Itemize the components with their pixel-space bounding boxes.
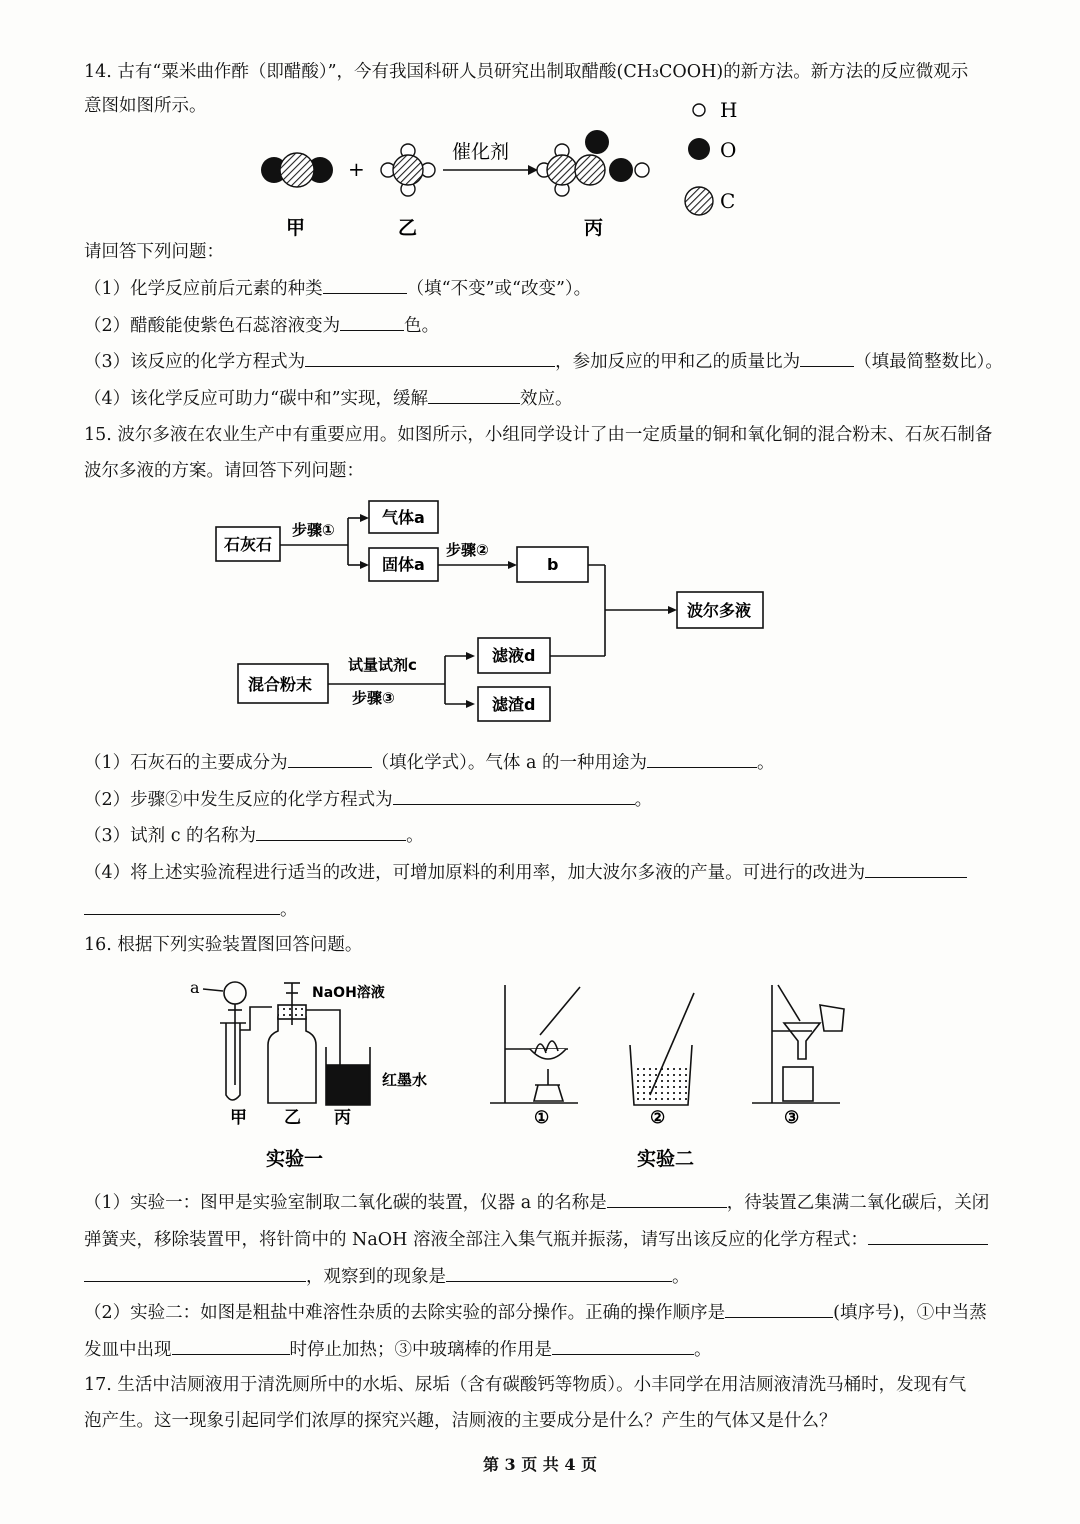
step2-label: 步骤②	[446, 541, 489, 559]
solid-a-label: 固体a	[382, 555, 425, 574]
red-ink	[327, 1065, 369, 1104]
answer-blank[interactable]	[552, 1337, 694, 1355]
gas-a-label: 气体a	[382, 508, 425, 527]
limestone-label: 石灰石	[224, 535, 273, 554]
answer-blank[interactable]	[288, 750, 372, 768]
q14-s2-tail: 色。	[404, 316, 440, 336]
q16-s2-text: （2）实验二：如图是粗盐中难溶性杂质的去除实验的部分操作。正确的操作顺序是	[84, 1303, 726, 1323]
q15-line2: 波尔多液的方案。请回答下列问题：	[84, 461, 364, 481]
label-yi: 乙	[398, 217, 418, 239]
q16-s2-cont: 发皿中出现	[84, 1340, 172, 1360]
label-a: a	[190, 978, 200, 997]
test-tube-jia	[226, 1023, 240, 1100]
q16-s2-rod: 时停止加热；③中玻璃棒的作用是	[289, 1340, 552, 1360]
q16-s1-mid: ，待装置乙集满二氧化碳后，关闭	[726, 1193, 990, 1213]
alcohol-lamp	[534, 1085, 563, 1101]
answer-blank[interactable]	[865, 860, 967, 878]
q14-line2: 意图如图所示。	[84, 96, 207, 116]
q17-line1: 17. 生活中洁厕液用于清洗厕所中的水垢、尿垢（含有碳酸钙等物质）。小丰同学在用洁厕液清洗马桶时，发现有气	[84, 1375, 967, 1395]
answer-blank[interactable]	[340, 313, 404, 331]
exp2-caption: 实验二	[637, 1148, 695, 1170]
pouring-beaker	[820, 1005, 844, 1031]
q17-line2: 泡产生。这一现象引起同学们浓厚的探究兴趣，洁厕液的主要成分是什么？产生的气体又是什么？	[84, 1411, 837, 1431]
q14-sub1	[84, 276, 591, 301]
molecule-yi	[381, 144, 435, 196]
answer-blank[interactable]	[84, 897, 280, 915]
q16-apparatus-figure	[180, 965, 860, 1180]
fig-label-2: ②	[650, 1108, 666, 1128]
fig-label-3: ③	[784, 1108, 800, 1128]
q16-sub1-line3	[84, 1264, 690, 1289]
q15-sub3	[84, 823, 424, 848]
answer-blank[interactable]	[323, 276, 407, 294]
q15-s4-tail: 。	[280, 900, 298, 920]
reagent-label: 试量试剂c	[348, 656, 417, 674]
separatory-funnel	[224, 982, 246, 1004]
q14-s3-text: （3）该反应的化学方程式为	[84, 352, 306, 372]
legend-c: C	[720, 189, 736, 213]
answer-blank[interactable]	[800, 349, 854, 367]
q16-s1-tail: 。	[672, 1267, 690, 1287]
q15-s4-text: （4）将上述实验流程进行适当的改进，可增加原料的利用率，加大波尔多液的产量。可进行的改进为	[84, 863, 866, 883]
answer-blank[interactable]	[607, 1190, 727, 1208]
q14-line1: 14. 古有“粟米曲作酢（即醋酸）”，今有我国科研人员研究出制取醋酸(CH₃COOH)的新方法。新方法的反应微观示	[84, 62, 969, 82]
q15-s1-tail: 。	[756, 753, 775, 773]
legend-h: H	[720, 98, 738, 122]
q14-prompt: 请回答下列问题：	[84, 242, 224, 262]
q14-s4-tail: 效应。	[520, 389, 573, 409]
q16-s2-mid: (填序号)，①中当蒸	[833, 1303, 987, 1323]
q14-s3-mid: ，参加反应的甲和乙的质量比为	[555, 352, 801, 372]
q14-s4-text: （4）该化学反应可助力“碳中和”实现，缓解	[84, 389, 429, 409]
answer-blank[interactable]	[868, 1227, 988, 1245]
label-bing: 丙	[584, 217, 604, 239]
q15-s2-tail: 。	[634, 790, 653, 810]
label-jia: 甲	[286, 217, 306, 239]
q15-s2-text: （2）步骤②中发生反应的化学方程式为	[84, 790, 393, 810]
q16-s1-obs: ，观察到的现象是	[306, 1267, 446, 1287]
q15-sub2	[84, 787, 652, 812]
filtrate-label: 滤液d	[492, 646, 536, 665]
atom-legend	[685, 98, 737, 215]
answer-blank[interactable]	[725, 1300, 833, 1318]
q16-line1: 16. 根据下列实验装置图回答问题。	[84, 935, 363, 955]
fig-label-1: ①	[534, 1108, 550, 1128]
q14-s1-hint: （填“不变”或“改变”）。	[406, 279, 592, 299]
q14-sub2	[84, 313, 439, 338]
q14-sub3	[84, 349, 1003, 374]
q14-s2-text: （2）醋酸能使紫色石蕊溶液变为	[84, 316, 341, 336]
q16-s2-tail: 。	[694, 1340, 712, 1360]
plus-sign: +	[348, 157, 365, 181]
molecule-bing	[537, 130, 649, 196]
answer-blank[interactable]	[172, 1337, 290, 1355]
glass-rod-3	[778, 985, 800, 1021]
answer-blank[interactable]	[256, 823, 406, 841]
fig-label-bing: 丙	[334, 1108, 351, 1128]
legend-o: O	[720, 138, 737, 162]
glass-rod-1	[540, 987, 580, 1035]
q15-s1-text: （1）石灰石的主要成分为	[84, 753, 288, 773]
exp1-caption: 实验一	[266, 1148, 324, 1170]
q15-sub4	[84, 860, 967, 885]
fig-label-yi: 乙	[284, 1108, 301, 1128]
step3-label: 步骤③	[352, 689, 395, 707]
page-footer: 第 3 页 共 4 页	[482, 1455, 598, 1474]
q16-s1-text: （1）实验一：图甲是实验室制取二氧化碳的装置，仪器 a 的名称是	[84, 1193, 607, 1213]
q16-s1-cont: 弹簧夹，移除装置甲，将针筒中的 NaOH 溶液全部注入集气瓶并振荡，请写出该反应的化学方程式：	[84, 1230, 868, 1250]
molecule-jia	[261, 153, 333, 187]
q14-sub4	[84, 386, 573, 411]
fig-label-jia: 甲	[230, 1108, 247, 1128]
q16-sub2-line2	[84, 1337, 712, 1362]
funnel	[784, 1023, 820, 1059]
answer-blank[interactable]	[84, 1264, 306, 1282]
q14-reaction-diagram	[240, 95, 780, 245]
q15-line1: 15. 波尔多液在农业生产中有重要应用。如图所示，小组同学设计了由一定质量的铜和氧化铜的混合粉末、石灰石制备	[84, 425, 993, 445]
bordeaux-label: 波尔多液	[687, 601, 752, 620]
answer-blank[interactable]	[428, 386, 520, 404]
answer-blank[interactable]	[446, 1264, 672, 1282]
q15-sub1	[84, 750, 774, 775]
answer-blank[interactable]	[393, 787, 635, 805]
mixed-label: 混合粉末	[248, 675, 313, 694]
q15-s3-tail: 。	[406, 826, 424, 846]
q15-s3-text: （3）试剂 c 的名称为	[84, 826, 257, 846]
naoh-label: NaOH溶液	[312, 985, 385, 1001]
q14-s3-hint: （填最简整数比）。	[854, 352, 1003, 372]
q15-s1-mid: （填化学式）。气体 a 的一种用途为	[371, 753, 647, 773]
q16-sub2	[84, 1300, 987, 1325]
answer-blank[interactable]	[647, 750, 757, 768]
gas-bottle-yi	[268, 1017, 316, 1103]
q14-s1-text: （1）化学反应前后元素的种类	[84, 279, 323, 299]
residue-label: 滤渣d	[492, 695, 536, 714]
b-label: b	[547, 555, 559, 574]
q15-flow-diagram	[210, 488, 780, 733]
step1-label: 步骤①	[292, 521, 335, 539]
answer-blank[interactable]	[305, 349, 555, 367]
beaker-3	[783, 1067, 813, 1101]
catalyst-label: 催化剂	[452, 141, 510, 163]
q16-sub1-line2	[84, 1227, 988, 1252]
q15-sub4-cont	[84, 897, 298, 922]
q16-sub1	[84, 1190, 989, 1215]
ink-label: 红墨水	[382, 1071, 428, 1089]
